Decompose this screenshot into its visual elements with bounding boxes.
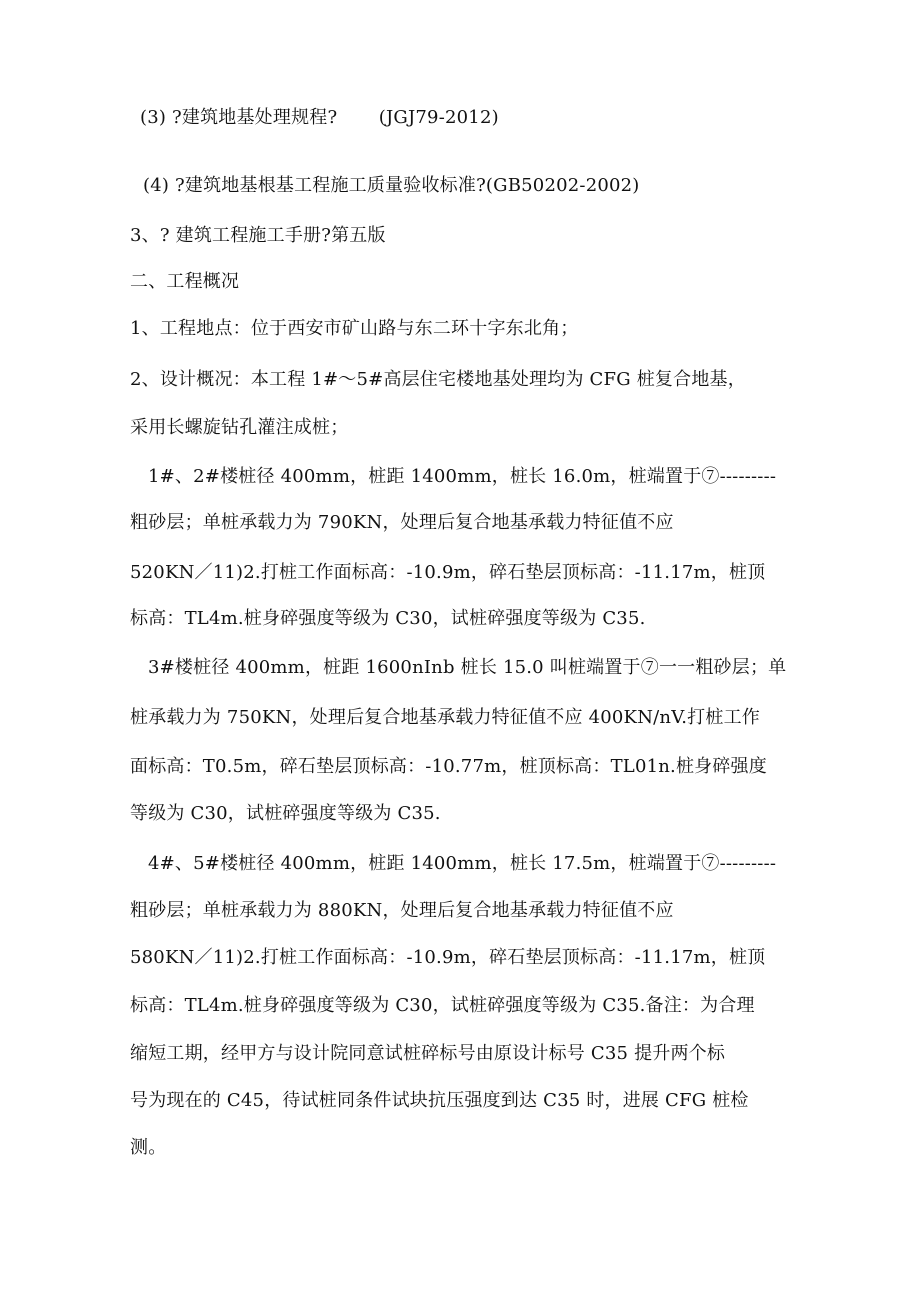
- ref-item-3: (3) ?建筑地基处理规程? (JGJ79-2012): [140, 107, 499, 128]
- building-4-5-line-1: 4#、5#楼桩径 400mm，桩距 1400mm，桩长 17.5m，桩端置于⑦---------: [148, 853, 777, 874]
- building-3-line-4: 等级为 C30，试桩碎强度等级为 C35.: [130, 803, 441, 824]
- building-4-5-line-4: 标高：TL4m.桩身碎强度等级为 C30，试桩碎强度等级为 C35.备注：为合理: [130, 995, 755, 1016]
- ref-item-manual: 3、? 建筑工程施工手册?第五版: [130, 225, 386, 246]
- building-1-2-line-2: 粗砂层；单桩承载力为 790KN，处理后复合地基承载力特征值不应: [130, 512, 674, 533]
- remark-line-3: 测。: [130, 1137, 167, 1158]
- design-overview-line-1: 2、设计概况：本工程 1#～5#高层住宅楼地基处理均为 CFG 桩复合地基，: [130, 369, 746, 390]
- design-overview-line-2: 采用长螺旋钻孔灌注成桩；: [130, 417, 349, 438]
- building-1-2-line-3: 520KN／11)2.打桩工作面标高：-10.9m，碎石垫层顶标高：-11.17m，桩顶: [130, 562, 766, 583]
- building-3-line-3: 面标高：T0.5m，碎石垫层顶标高：-10.77m，桩顶标高：TL01n.桩身碎强度: [130, 756, 767, 777]
- building-1-2-line-1: 1#、2#楼桩径 400mm，桩距 1400mm，桩长 16.0m，桩端置于⑦---------: [148, 466, 777, 487]
- remark-line-2: 号为现在的 C45，待试桩同条件试块抗压强度到达 C35 时，进展 CFG 桩检: [130, 1090, 749, 1111]
- building-4-5-line-3: 580KN／11)2.打桩工作面标高：-10.9m，碎石垫层顶标高：-11.17m，桩顶: [130, 947, 766, 968]
- building-1-2-line-4: 标高：TL4m.桩身碎强度等级为 C30，试桩碎强度等级为 C35.: [130, 608, 646, 629]
- project-location: 1、工程地点：位于西安市矿山路与东二环十字东北角；: [130, 318, 579, 339]
- ref-item-4: (4) ?建筑地基根基工程施工质量验收标准?(GB50202-2002): [143, 175, 640, 196]
- building-3-line-1: 3#楼桩径 400mm，桩距 1600nInb 桩长 15.0 叫桩端置于⑦一一粗砂层；单: [148, 657, 787, 678]
- building-4-5-line-2: 粗砂层；单桩承载力为 880KN，处理后复合地基承载力特征值不应: [130, 900, 674, 921]
- section-heading-overview: 二、工程概况: [130, 271, 240, 292]
- remark-line-1: 缩短工期，经甲方与设计院同意试桩碎标号由原设计标号 C35 提升两个标: [130, 1043, 726, 1064]
- building-3-line-2: 桩承载力为 750KN，处理后复合地基承载力特征值不应 400KN/nV.打桩工作: [130, 707, 760, 728]
